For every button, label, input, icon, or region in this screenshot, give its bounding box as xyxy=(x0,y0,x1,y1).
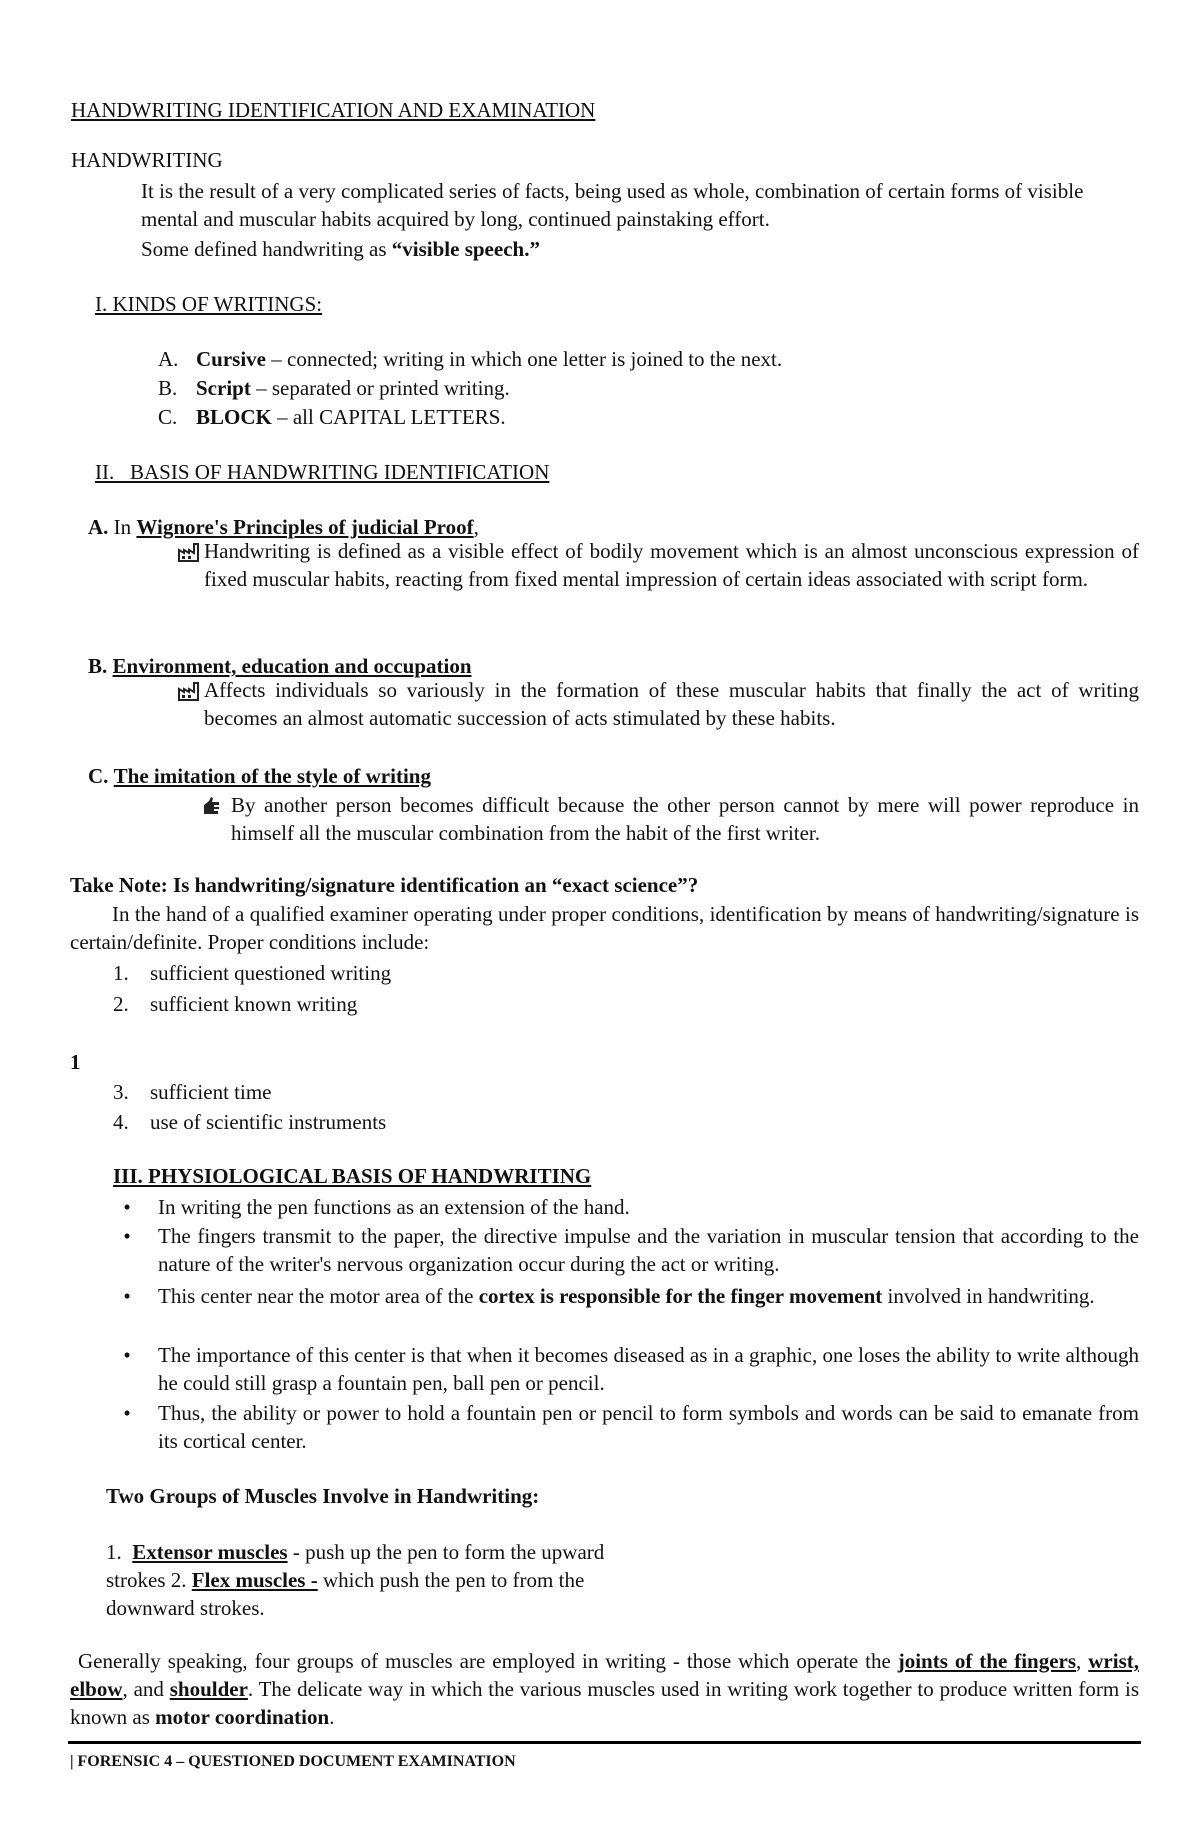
factory-icon xyxy=(178,680,202,702)
note-heading: Take Note: Is handwriting/signature identification an “exact science”? xyxy=(70,873,699,897)
bullet: • xyxy=(123,1401,131,1425)
physio-point-3: This center near the motor area of the cortex is responsible for the finger movement involved in handwriting. xyxy=(158,1284,1095,1308)
bullet: • xyxy=(123,1284,131,1308)
muscles-heading: Two Groups of Muscles Involve in Handwriting: xyxy=(106,1484,540,1508)
basis-b-text: Affects individuals so variously in the formation of these muscular habits that finally the act of writing becomes an almost automatic succession of acts stimulated by these habits. xyxy=(204,678,1139,730)
general-paragraph: Generally speaking, four groups of muscles are employed in writing - those which operate the joints of the fingers, wrist, elbow, and shoulder. The delicate way in which the various muscles used in writing work together to produce written form is known as motor coordination. xyxy=(70,1649,1139,1729)
kinds-letter-b: B. xyxy=(158,376,178,400)
bullet: • xyxy=(123,1224,131,1248)
physio-point-5: Thus, the ability or power to hold a fountain pen or pencil to form symbols and words can be said to emanate from its cortical center. xyxy=(158,1401,1139,1453)
basis-a-text: Handwriting is defined as a visible effect of bodily movement which is an almost unconscious expression of fixed muscular habits, reacting from fixed mental impression of certain ideas associated with script form. xyxy=(204,539,1139,591)
note-list-item: sufficient known writing xyxy=(150,992,358,1016)
kinds-item-script: Script – separated or printed writing. xyxy=(196,376,510,400)
handwriting-heading: HANDWRITING xyxy=(71,148,223,172)
note-list-item: use of scientific instruments xyxy=(150,1110,387,1134)
page-number: 1 xyxy=(70,1050,81,1074)
hand-pointer-icon xyxy=(202,795,224,817)
footer-rule xyxy=(68,1741,1141,1744)
physio-point-4: The importance of this center is that when it becomes diseased as in a graphic, one loses the ability to write although he could still grasp a fountain pen, ball pen or pencil. xyxy=(158,1343,1139,1395)
note-list-item: sufficient time xyxy=(150,1080,272,1104)
kinds-heading: I. KINDS OF WRITINGS: xyxy=(95,292,323,316)
physio-point-1: In writing the pen functions as an extension of the hand. xyxy=(158,1195,630,1219)
note-list-number: 4. xyxy=(113,1110,129,1134)
kinds-letter-c: C. xyxy=(158,405,178,429)
note-list-number: 3. xyxy=(113,1080,129,1104)
note-list-number: 1. xyxy=(113,961,129,985)
bullet: • xyxy=(123,1195,131,1219)
document-title: HANDWRITING IDENTIFICATION AND EXAMINATION xyxy=(71,98,596,122)
basis-c-line: C. The imitation of the style of writing xyxy=(88,764,431,788)
bullet: • xyxy=(123,1343,131,1367)
kinds-letter-a: A. xyxy=(158,347,179,371)
intro-bullet-2: Some defined handwriting as “visible speech.” xyxy=(141,237,540,261)
kinds-item-block: BLOCK – all CAPITAL LETTERS. xyxy=(196,405,506,429)
basis-heading: II. BASIS OF HANDWRITING IDENTIFICATION xyxy=(95,460,550,484)
basis-a-line: A. In Wignore's Principles of judicial Proof, xyxy=(88,515,479,539)
note-text: In the hand of a qualified examiner operating under proper conditions, identification by means of handwriting/signature is certain/definite. Proper conditions include: xyxy=(70,902,1139,954)
note-list-number: 2. xyxy=(113,992,129,1016)
intro-bullet-1: It is the result of a very complicated series of facts, being used as whole, combination of certain forms of visible mental and muscular habits acquired by long, continued painstaking effort. xyxy=(141,179,1084,231)
basis-c-text: By another person becomes difficult because the other person cannot by mere will power reproduce in himself all the muscular combination from the habit of the first writer. xyxy=(231,793,1139,845)
basis-b-line: B. Environment, education and occupation xyxy=(88,654,472,678)
physio-point-2: The fingers transmit to the paper, the directive impulse and the variation in muscular tension that according to the nature of the writer's nervous organization occur during the act or writing. xyxy=(158,1224,1139,1276)
footer-text: | FORENSIC 4 – QUESTIONED DOCUMENT EXAMINATION xyxy=(70,1753,516,1770)
muscles-text: 1. Extensor muscles - push up the pen to form the upward strokes 2. Flex muscles - which push the pen to from the downward strokes. xyxy=(106,1540,605,1620)
kinds-item-cursive: Cursive – connected; writing in which one letter is joined to the next. xyxy=(196,347,783,371)
physio-heading: III. PHYSIOLOGICAL BASIS OF HANDWRITING xyxy=(113,1164,592,1188)
note-list-item: sufficient questioned writing xyxy=(150,961,392,985)
factory-icon xyxy=(178,541,202,563)
